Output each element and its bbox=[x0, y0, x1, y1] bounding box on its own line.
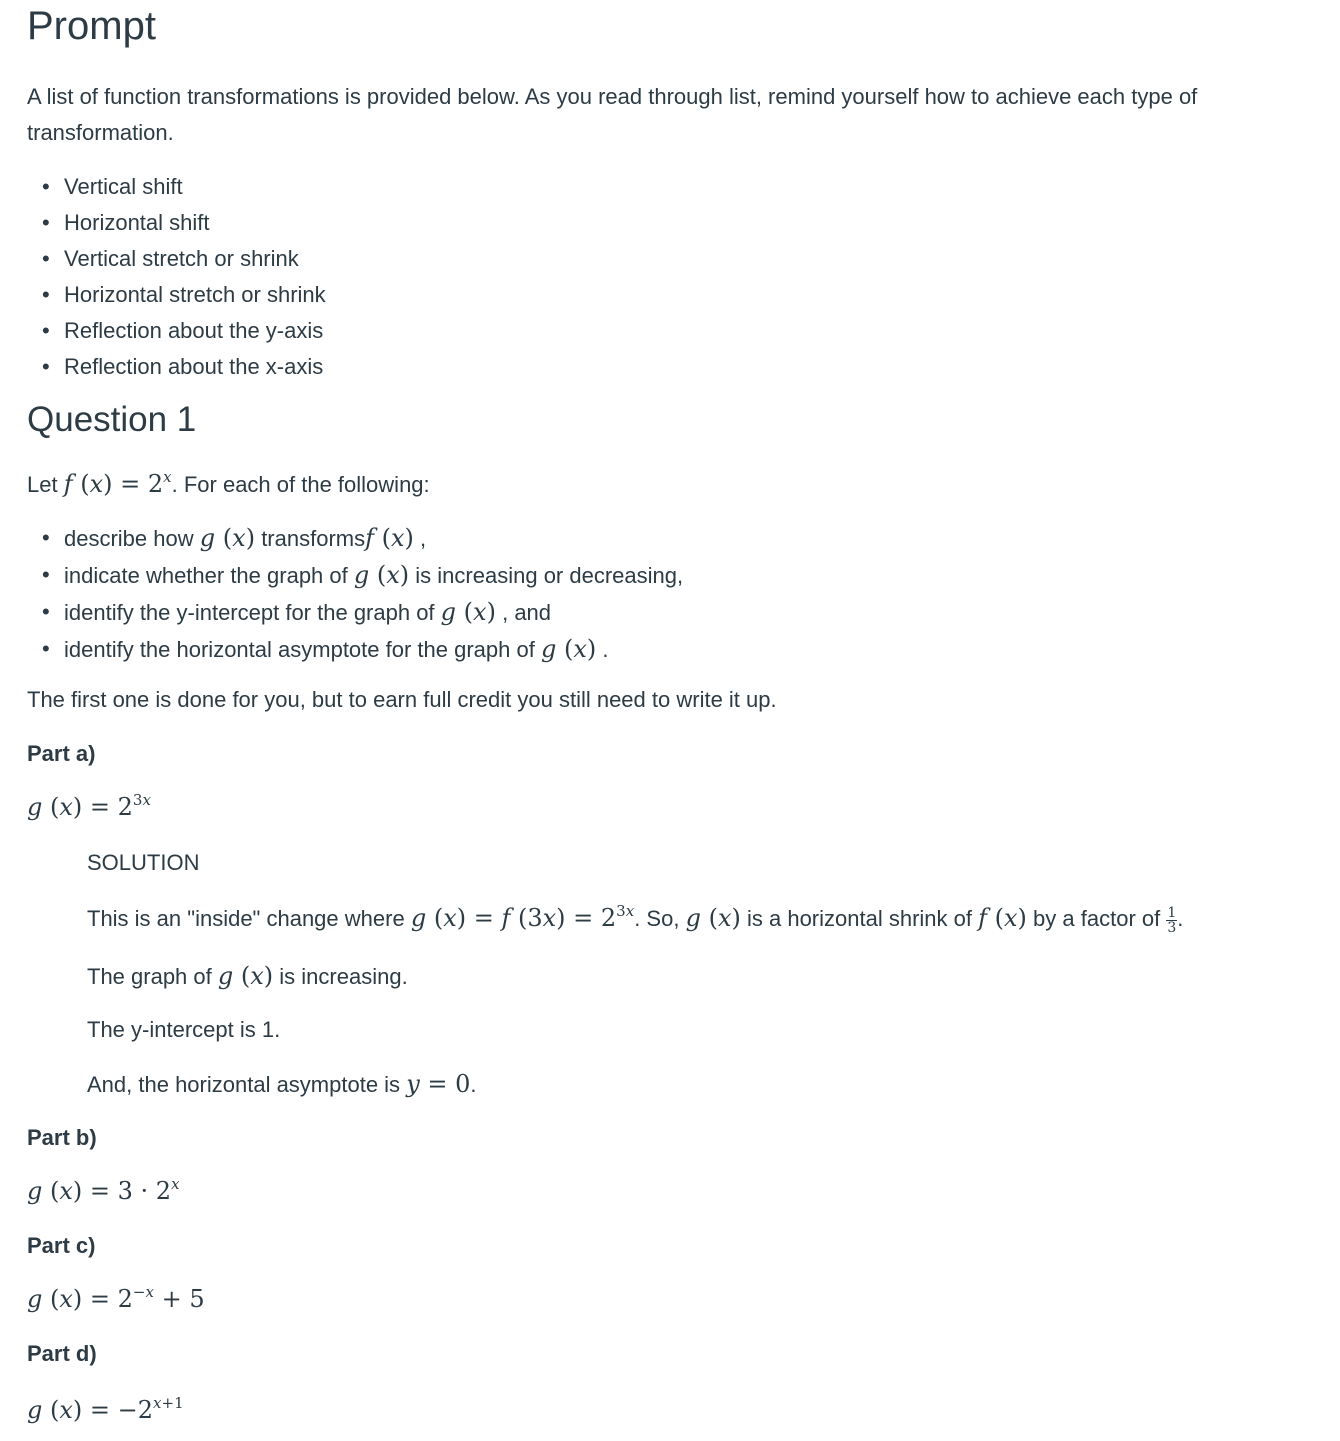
solution-line-3: The y-intercept is 1. bbox=[87, 1017, 281, 1042]
list-item: • Horizontal stretch or shrink bbox=[27, 277, 326, 313]
question-intro: Let f $(x) = 2^x$. For each of the following: bbox=[27, 468, 430, 498]
part-a-equation: g $(x) = 2^{3x}$ bbox=[27, 791, 151, 821]
part-c-equation: g $(x) = 2^{-x} + 5$ bbox=[27, 1283, 205, 1313]
part-d-label: Part d) bbox=[27, 1341, 97, 1366]
solution-line-2: The graph of g (x) is increasing. bbox=[87, 962, 408, 990]
solution-line-4: And, the horizontal asymptote is y = 0. bbox=[87, 1070, 477, 1098]
one-third-fraction: $\frac{1}{3}$ bbox=[1167, 904, 1177, 936]
transformation-list bbox=[27, 169, 326, 385]
list-item: • Reflection about the y-axis bbox=[27, 313, 326, 349]
part-b-label: Part b) bbox=[27, 1125, 97, 1150]
list-item: • Vertical shift bbox=[27, 169, 326, 205]
list-item: • indicate whether the graph of g (x) is increasing or decreasing, bbox=[27, 557, 683, 594]
list-item: • Horizontal shift bbox=[27, 205, 326, 241]
task-list bbox=[27, 520, 683, 668]
list-item: • describe how g (x) transformsf (x) , bbox=[27, 520, 683, 557]
part-c-label: Part c) bbox=[27, 1233, 96, 1258]
list-item: • identify the horizontal asymptote for the graph of g (x) . bbox=[27, 631, 683, 668]
part-d-equation: g $(x) = -2^{x+1}$ bbox=[27, 1394, 184, 1424]
list-item: • identify the y-intercept for the graph of g (x) , and bbox=[27, 594, 683, 631]
list-item: • Reflection about the x-axis bbox=[27, 349, 326, 385]
solution-line-1: This is an "inside" change where g (x) = f $(3x) = 2^{3x}$. So, g (x) is a horizontal shrink of f (x) by a factor of $\frac{1}{3}$ . bbox=[87, 902, 1184, 936]
prompt-intro: A list of function transformations is provided below. As you read through list, remind yourself how to achieve each type of transformation. bbox=[27, 84, 1198, 145]
question-title: Question 1 bbox=[27, 400, 197, 439]
prompt-title: Prompt bbox=[27, 4, 156, 48]
part-b-equation: g $(x) = 3 \cdot 2^x$ bbox=[27, 1175, 180, 1205]
list-item: • Vertical stretch or shrink bbox=[27, 241, 326, 277]
f-definition: f $(x) = 2^x$ bbox=[63, 468, 172, 498]
part-a-label: Part a) bbox=[27, 741, 96, 766]
solution-heading: SOLUTION bbox=[87, 850, 200, 875]
question-note: The first one is done for you, but to earn full credit you still need to write it up. bbox=[27, 687, 777, 712]
